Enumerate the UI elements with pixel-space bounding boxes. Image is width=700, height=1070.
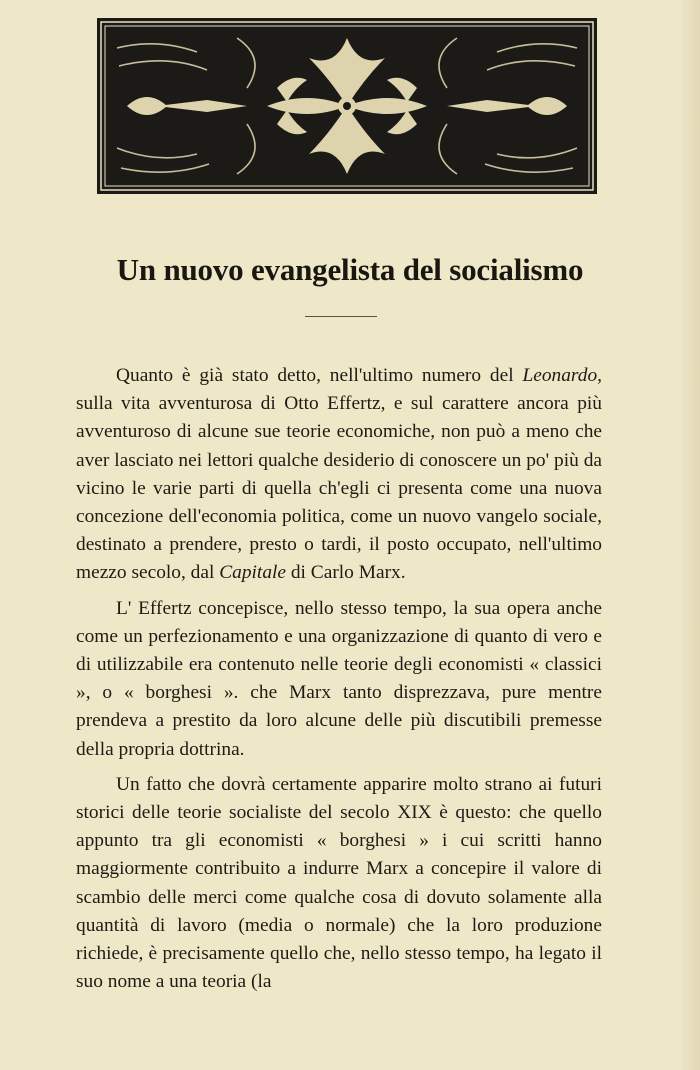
paragraph-2: L' Effertz concepisce, nello stesso tempo, la sua opera anche come un perfezionamento e una organizzazione di quanto di vero e di utilizzabile era contenuto nelle teorie degli economisti « classici », o « borghesi ». che Marx tanto disprezzava, pure mentre prendeva a prestito da loro alcune delle più discutibili premesse della propria dottrina. [76,597,602,760]
paragraph-1: Quanto è già stato detto, nell'ultimo numero del Leonardo, sulla vita avventurosa di Otto Effertz, e sul carattere ancora più avventuroso di alcune sue teorie economiche, non può a meno che aver lasciato nei lettori qualche desiderio di conoscere un po' più da vicino le varie parti di quella ch'egli ci presenta come una nuova concezione dell'economia politica, come un nuovo vangelo sociale, destinato a prendere, presto o tardi, il posto occupato, nell'ultimo mezzo secolo, dal Capitale di Carlo Marx. [76,365,602,584]
journal-name: Leonardo, [522,365,602,386]
article-title: Un nuovo evangelista del socialismo [116,252,584,287]
article-body [76,362,602,1003]
page-edge [682,0,700,1070]
title-divider [305,316,377,317]
paragraph-3: Un fatto che dovrà certamente apparire molto strano ai futuri storici delle teorie socialiste del secolo XIX è questo: che quello appunto tra gli economisti « borghesi » i cui scritti hanno maggiormente contribuito a indurre Marx a concepire il valore di scambio delle merci come qualche cosa di dovuto solamente alla quantità di lavoro (media o normale) che la loro produzione richiede, è precisamente quello che, nello stesso tempo, ha legato il suo nome a una teoria (la [76,773,602,993]
woodcut-ornament [97,18,597,194]
book-title: Capitale [219,562,287,584]
